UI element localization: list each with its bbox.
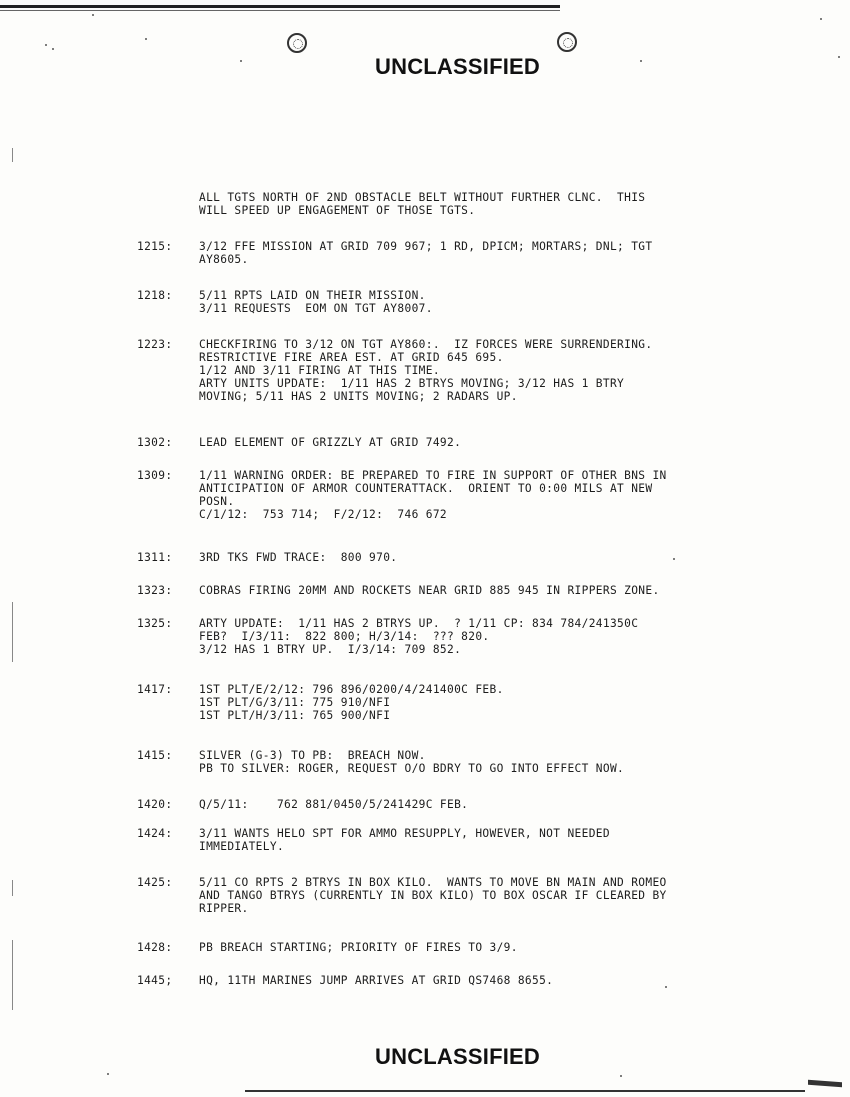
entry-text-line: ALL TGTS NORTH OF 2ND OBSTACLE BELT WITHOUT FURTHER CLNC. THIS	[199, 191, 646, 204]
entry-text-line: CHECKFIRING TO 3/12 ON TGT AY860:. IZ FORCES WERE SURRENDERING.	[199, 338, 653, 351]
entry-time: 1415:	[137, 749, 173, 762]
entry-time: 1424:	[137, 827, 173, 840]
entry-text-line: PB BREACH STARTING; PRIORITY OF FIRES TO 3/9.	[199, 941, 518, 954]
entry-text-line: 1ST PLT/E/2/12: 796 896/0200/4/241400C FEB.	[199, 683, 504, 696]
entry-text-line: MOVING; 5/11 HAS 2 UNITS MOVING; 2 RADARS UP.	[199, 390, 518, 403]
classification-banner-top: UNCLASSIFIED	[375, 54, 540, 79]
entry-text-line: COBRAS FIRING 20MM AND ROCKETS NEAR GRID 885 945 IN RIPPERS ZONE.	[199, 584, 660, 597]
entry-text-line: 3RD TKS FWD TRACE: 800 970.	[199, 551, 398, 564]
entry-text-line: C/1/12: 753 714; F/2/12: 746 672	[199, 508, 447, 521]
entry-text-line: AND TANGO BTRYS (CURRENTLY IN BOX KILO) TO BOX OSCAR IF CLEARED BY	[199, 889, 667, 902]
classification-banner-bottom: UNCLASSIFIED	[375, 1044, 540, 1069]
entry-text-line: FEB? I/3/11: 822 800; H/3/14: ??? 820.	[199, 630, 490, 643]
entry-time: 1425:	[137, 876, 173, 889]
entry-text-line: POSN.	[199, 495, 235, 508]
entry-text-line: ARTY UPDATE: 1/11 HAS 2 BTRYS UP. ? 1/11 CP: 834 784/241350C	[199, 617, 639, 630]
entry-time: 1218:	[137, 289, 173, 302]
entry-text-line: WILL SPEED UP ENGAGEMENT OF THOSE TGTS.	[199, 204, 476, 217]
entry-text-line: PB TO SILVER: ROGER, REQUEST O/O BDRY TO GO INTO EFFECT NOW.	[199, 762, 625, 775]
entry-text-line: 1ST PLT/G/3/11: 775 910/NFI	[199, 696, 391, 709]
entry-text-line: LEAD ELEMENT OF GRIZZLY AT GRID 7492.	[199, 436, 462, 449]
entry-text-line: 1/11 WARNING ORDER: BE PREPARED TO FIRE IN SUPPORT OF OTHER BNS IN	[199, 469, 667, 482]
entry-text-line: 5/11 RPTS LAID ON THEIR MISSION.	[199, 289, 426, 302]
entry-text-line: 3/12 FFE MISSION AT GRID 709 967; 1 RD, DPICM; MORTARS; DNL; TGT	[199, 240, 653, 253]
entry-time: 1311:	[137, 551, 173, 564]
entry-text-line: HQ, 11TH MARINES JUMP ARRIVES AT GRID QS7468 8655.	[199, 974, 554, 987]
entry-time: 1420:	[137, 798, 173, 811]
entry-time: 1417:	[137, 683, 173, 696]
entry-text-line: SILVER (G-3) TO PB: BREACH NOW.	[199, 749, 426, 762]
entry-time: 1325:	[137, 617, 173, 630]
entry-text-line: ANTICIPATION OF ARMOR COUNTERATTACK. ORIENT TO 0:00 MILS AT NEW	[199, 482, 653, 495]
entry-time: 1428:	[137, 941, 173, 954]
entry-time: 1323:	[137, 584, 173, 597]
entry-text-line: 1ST PLT/H/3/11: 765 900/NFI	[199, 709, 391, 722]
entry-time: 1302:	[137, 436, 173, 449]
entry-text-line: 5/11 CO RPTS 2 BTRYS IN BOX KILO. WANTS TO MOVE BN MAIN AND ROMEO	[199, 876, 667, 889]
bottom-rule	[245, 1090, 805, 1092]
entry-text-line: IMMEDIATELY.	[199, 840, 285, 853]
entry-text-line: RESTRICTIVE FIRE AREA EST. AT GRID 645 695.	[199, 351, 504, 364]
entry-text-line: ARTY UNITS UPDATE: 1/11 HAS 2 BTRYS MOVING; 3/12 HAS 1 BTRY	[199, 377, 625, 390]
entry-text-line: AY8605.	[199, 253, 249, 266]
entry-text-line: Q/5/11: 762 881/0450/5/241429C FEB.	[199, 798, 469, 811]
entry-time: 1445;	[137, 974, 173, 987]
entry-time: 1215:	[137, 240, 173, 253]
entry-text-line: RIPPER.	[199, 902, 249, 915]
entry-text-line: 1/12 AND 3/11 FIRING AT THIS TIME.	[199, 364, 440, 377]
entry-time: 1223:	[137, 338, 173, 351]
entry-text-line: 3/12 HAS 1 BTRY UP. I/3/14: 709 852.	[199, 643, 462, 656]
entry-text-line: 3/11 REQUESTS EOM ON TGT AY8007.	[199, 302, 433, 315]
entry-time: 1309:	[137, 469, 173, 482]
entry-text-line: 3/11 WANTS HELO SPT FOR AMMO RESUPPLY, HOWEVER, NOT NEEDED	[199, 827, 610, 840]
